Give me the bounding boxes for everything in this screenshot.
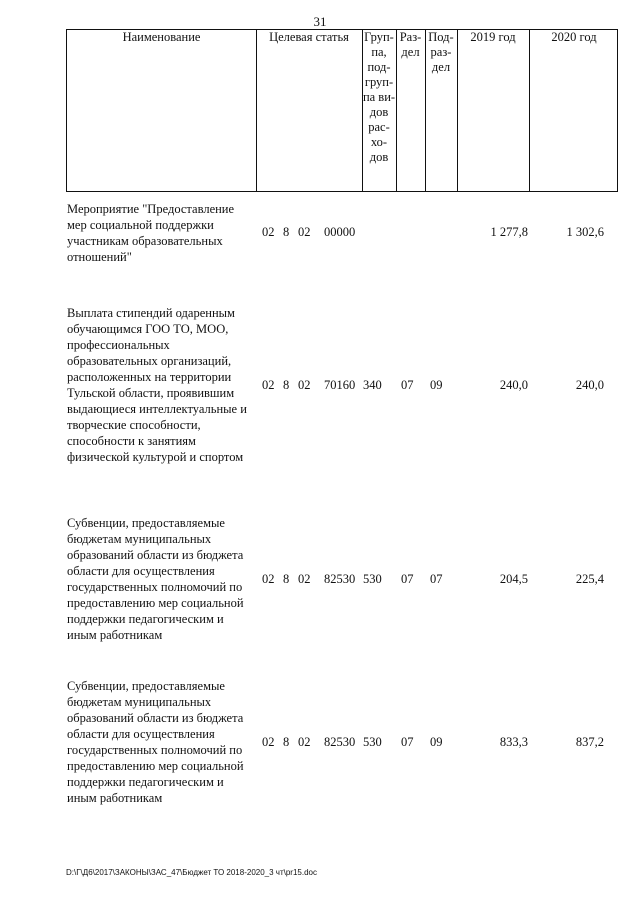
column-divider [457, 30, 458, 191]
code-section: 07 [401, 572, 414, 586]
code-program: 02 [262, 225, 275, 239]
code-subprogram: 8 [283, 735, 290, 749]
code-program: 02 [262, 378, 275, 392]
table-header [66, 29, 618, 192]
code-group: 530 [363, 572, 382, 586]
header-section: Раз- дел [399, 30, 422, 59]
page-number: 31 [313, 14, 327, 29]
code-subprogram: 8 [283, 225, 290, 239]
header-group: Груп- па, под- груп- па ви- дов рас- хо- дов [362, 30, 396, 164]
table-row [0, 515, 640, 645]
code-event: 02 [298, 572, 311, 586]
code-subsection: 09 [430, 735, 443, 749]
header-name: Наименование [122, 30, 201, 44]
code-group: 340 [363, 378, 382, 392]
code-subsection: 09 [430, 378, 443, 392]
code-subprogram: 8 [283, 572, 290, 586]
code-section: 07 [401, 378, 414, 392]
code-group: 530 [363, 735, 382, 749]
code-program: 02 [262, 735, 275, 749]
row-name: Субвенции, предоставляемые бюджетам муниципальных образований области из бюджета области для осуществления государственных полномочий по предоставлению мер социальной поддержки педагогическим и иным работникам [67, 679, 244, 805]
code-program: 02 [262, 572, 275, 586]
table-row [0, 305, 640, 470]
row-name: Выплата стипендий одаренным обучающимся ГОО ТО, МОО, профессиональных образовательных организаций, расположенных на территории Тульской области, проявившим выдающиеся интеллектуальные и творческие способности, способности к занятиям физической культурой и спортом [67, 306, 247, 464]
amount-2019: 1 277,8 [490, 225, 528, 239]
code-section: 07 [401, 735, 414, 749]
column-divider [529, 30, 530, 191]
amount-2020: 240,0 [575, 378, 604, 392]
code-event: 02 [298, 378, 311, 392]
table-row [0, 678, 640, 808]
amount-2019: 833,3 [499, 735, 528, 749]
amount-2019: 240,0 [499, 378, 528, 392]
file-path-footer: D:\Г\Д6\2017\ЗАКОНЫ\ЗАС_47\Бюджет ТО 2018-2020_3 чт\pr15.doc [66, 868, 317, 877]
header-2020: 2020 год [551, 30, 597, 44]
amount-2020: 225,4 [575, 572, 604, 586]
code-direction: 00000 [324, 225, 356, 239]
code-direction: 82530 [324, 735, 356, 749]
amount-2020: 1 302,6 [566, 225, 604, 239]
row-name: Субвенции, предоставляемые бюджетам муниципальных образований области из бюджета области для осуществления государственных полномочий по предоставлению мер социальной поддержки педагогическим и иным работникам [67, 516, 244, 642]
code-event: 02 [298, 735, 311, 749]
header-target: Целевая статья [269, 30, 349, 44]
header-subsection: Под- раз- дел [428, 30, 454, 74]
amount-2019: 204,5 [499, 572, 528, 586]
code-direction: 82530 [324, 572, 356, 586]
code-event: 02 [298, 225, 311, 239]
code-subprogram: 8 [283, 378, 290, 392]
header-2019: 2019 год [470, 30, 516, 44]
column-divider [256, 30, 257, 191]
table-row [0, 201, 640, 271]
code-direction: 70160 [324, 378, 356, 392]
amount-2020: 837,2 [575, 735, 604, 749]
code-subsection: 07 [430, 572, 443, 586]
row-name: Мероприятие "Предоставление мер социальной поддержки участникам образовательных отношений" [67, 202, 235, 264]
